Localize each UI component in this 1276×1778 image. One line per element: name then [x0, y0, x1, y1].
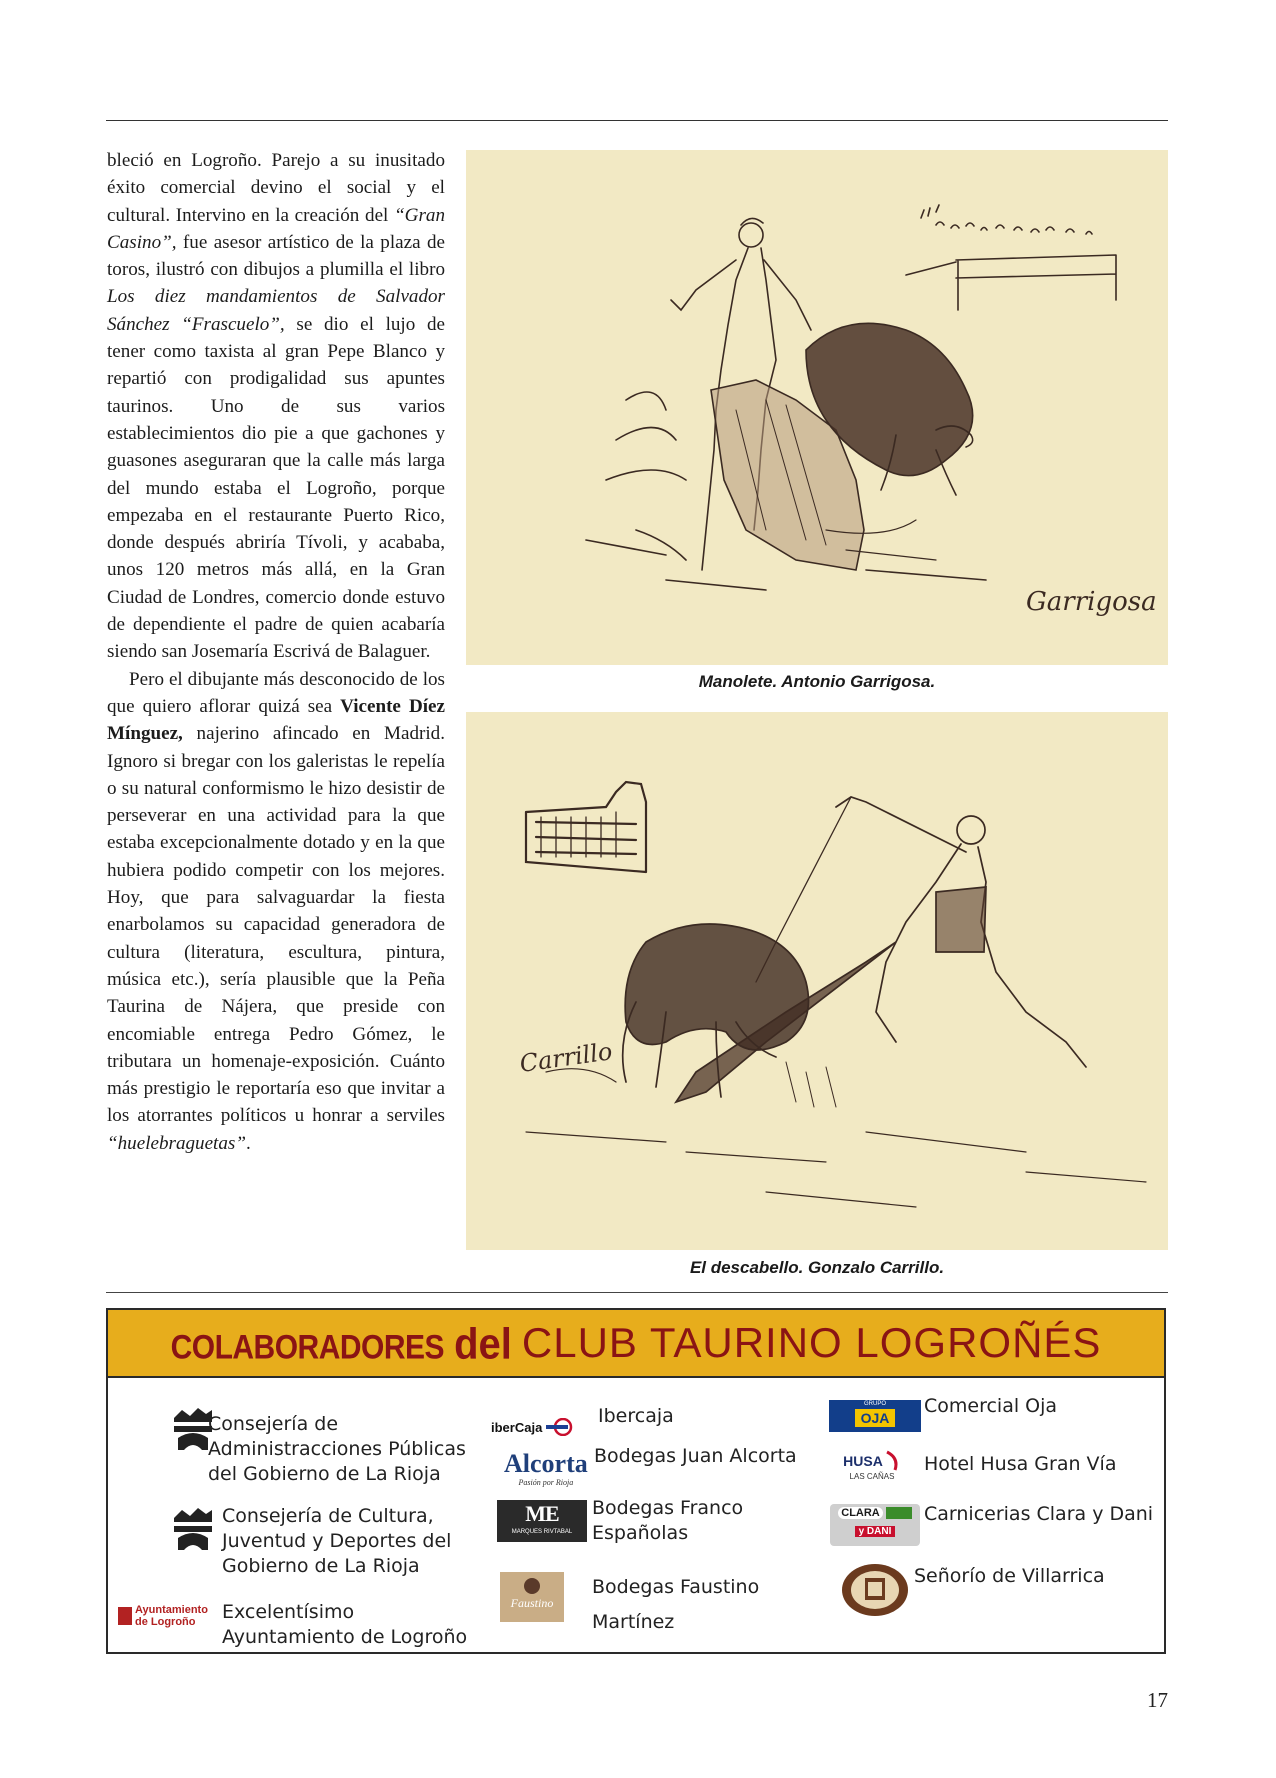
sponsor-faustino-label: Bodegas Faustino Martínez: [592, 1576, 760, 1633]
figure-descabello: [466, 712, 1168, 1250]
article-text-segment: Los diez mandamientos de Salvador Sánchez “Frascuelo”,: [107, 286, 445, 335]
sponsor-clara-label: Carnicerias Clara y Dani: [924, 1503, 1154, 1525]
ibercaja-logo: [491, 1418, 574, 1436]
sponsor-ayuntamiento-label: Excelentísimo Ayuntamiento de Logroño: [222, 1601, 468, 1648]
article-text-segment: fue asesor artístico de la plaza de toros, ilustró con dibujos a plumilla el libro: [107, 231, 445, 281]
clara-logo-top: CLARA: [838, 1507, 883, 1519]
faustino-portrait-icon: [524, 1578, 540, 1594]
oja-logo-top: GRUPO: [863, 1401, 886, 1407]
sponsor-oja-label: Comercial Oja: [924, 1395, 1058, 1417]
fig1-signature: Garrigosa: [1026, 587, 1157, 617]
sponsors-title-club: CLUB TAURINO LOGROÑÉS: [521, 1319, 1102, 1366]
article-text-segment: .: [245, 1132, 251, 1154]
top-rule: [106, 120, 1168, 121]
fig2-signature: Carrillo: [517, 1037, 615, 1078]
sponsor-cultura-label: Consejería de Cultura, Juventud y Deportes del Gobierno de La Rioja: [222, 1505, 452, 1577]
sponsors-box: [106, 1308, 1166, 1654]
manolete-sketch: [466, 150, 1168, 665]
article-text-segment: najerino afincado en Madrid. Ignoro si bregar con los galeristas le repelía o su natural conformismo le hizo desistir de perseverar en una actividad para la que estaba excepcionalmente dotado y en la que hubiera podido competir con los mejores. Hoy, que para salvaguardar la fiesta enarbolamos su capacidad generadora de cultura (literatura, escultura, pintura, música etc.), sería plausible que la Peña Taurina de Nájera, que preside con encomiable entrega Pedro Gómez, le tributara un homenaje-exposición. Cuánto más prestigio le reportaría eso que invitar a los atorrantes políticos u honrar a serviles: [107, 723, 445, 1127]
husa-logo-text: HUSA: [843, 1453, 883, 1469]
section-rule: [106, 1292, 1168, 1293]
clara-dani-logo: [830, 1504, 920, 1546]
sponsors-title-colaboradores: COLABORADORES: [170, 1328, 445, 1367]
franco-espanolas-logo: ME MARQUES RIVTABAL: [497, 1500, 587, 1542]
article-text-segment: Pero el dibujante más desconocido de los que quiero aflorar quizá sea: [107, 668, 445, 717]
ayuntamiento-logo-line2: de Logroño: [135, 1616, 196, 1628]
descabello-sketch: [466, 712, 1168, 1250]
sponsor-ibercaja-label: Ibercaja: [598, 1405, 674, 1427]
grupo-oja-logo: [829, 1400, 921, 1432]
sponsor-alcorta-label: Bodegas Juan Alcorta: [594, 1445, 797, 1467]
article-text-segment: Vicente Díez Mínguez,: [107, 695, 445, 745]
sponsors-banner: [108, 1310, 1164, 1378]
sponsor-husa-label: Hotel Husa Gran Vía: [924, 1453, 1117, 1475]
article-text: [107, 147, 445, 1157]
ayuntamiento-logo-line1: Ayuntamiento: [135, 1604, 208, 1616]
ayuntamiento-logo: [118, 1604, 218, 1628]
oja-logo-text: OJA: [855, 1409, 896, 1427]
franco-logo-text: MARQUES RIVTABAL: [511, 1529, 573, 1535]
sponsor-adm-publicas: [208, 1412, 466, 1487]
faustino-logo-text: Faustino: [510, 1596, 554, 1610]
article-text-segment: bleció en Logroño. Parejo a su inusitado éxito comercial devino el social y el cultural. Intervino en la creación del: [107, 150, 445, 226]
husa-logo: [832, 1450, 912, 1481]
article-text-segment: se dio el lujo de tener como taxista al gran Pepe Blanco y repartió con prodigalidad sus apuntes taurinos. Uno de sus varios establecimientos dio pie a que gachones y guasones aseguraran que la calle más larga del mundo estaba el Logroño, porque empezaba en el restaurante Puerto Rico, donde después abriría Tívoli, y acababa, unos 120 metros más allá, en la Gran Ciudad de Londres, comercio donde estuvo de dependiente el padre de quien acabaría siendo san Josemaría Escrivá de Balaguer.: [107, 313, 445, 663]
ayuntamiento-shield-icon: [118, 1607, 132, 1625]
sponsor-villarrica-label: Señorío de Villarrica: [914, 1565, 1105, 1587]
cow-icon: [886, 1507, 912, 1519]
faustino-logo: [500, 1572, 564, 1622]
alcorta-logo-sub: Pasión por Rioja: [518, 1478, 574, 1487]
article-text-segment: “huelebraguetas”: [107, 1132, 246, 1154]
article-text-segment: “Gran Casino”,: [107, 204, 445, 253]
sponsors-title-del: del: [454, 1319, 512, 1369]
ibercaja-symbol-icon: [546, 1418, 574, 1436]
villarrica-seal-icon: [840, 1562, 910, 1618]
figure-manolete: [466, 150, 1168, 665]
figure-caption-manolete: Manolete. Antonio Garrigosa.: [698, 672, 936, 691]
alcorta-logo: [504, 1450, 588, 1487]
sponsors-title: [171, 1319, 1102, 1367]
husa-swoosh-icon: [885, 1450, 901, 1472]
sponsor-franco-label: Bodegas Franco Españolas: [592, 1497, 744, 1544]
figure-caption-descabello: El descabello. Gonzalo Carrillo.: [689, 1258, 945, 1277]
husa-logo-sub: LAS CAÑAS: [849, 1472, 895, 1481]
alcorta-logo-text: Alcorta: [504, 1449, 588, 1478]
rioja-crest-icon: [172, 1506, 214, 1552]
sponsor-adm-publicas-label: Consejería de Administracciones Públicas del Gobierno de La Rioja: [208, 1413, 466, 1485]
article-paragraph: [107, 147, 445, 666]
article-paragraph: [107, 666, 445, 1157]
page-number: 17: [1147, 1688, 1168, 1712]
clara-logo-bottom: y DANI: [855, 1526, 896, 1537]
ibercaja-logo-text: iberCaja: [491, 1419, 543, 1435]
